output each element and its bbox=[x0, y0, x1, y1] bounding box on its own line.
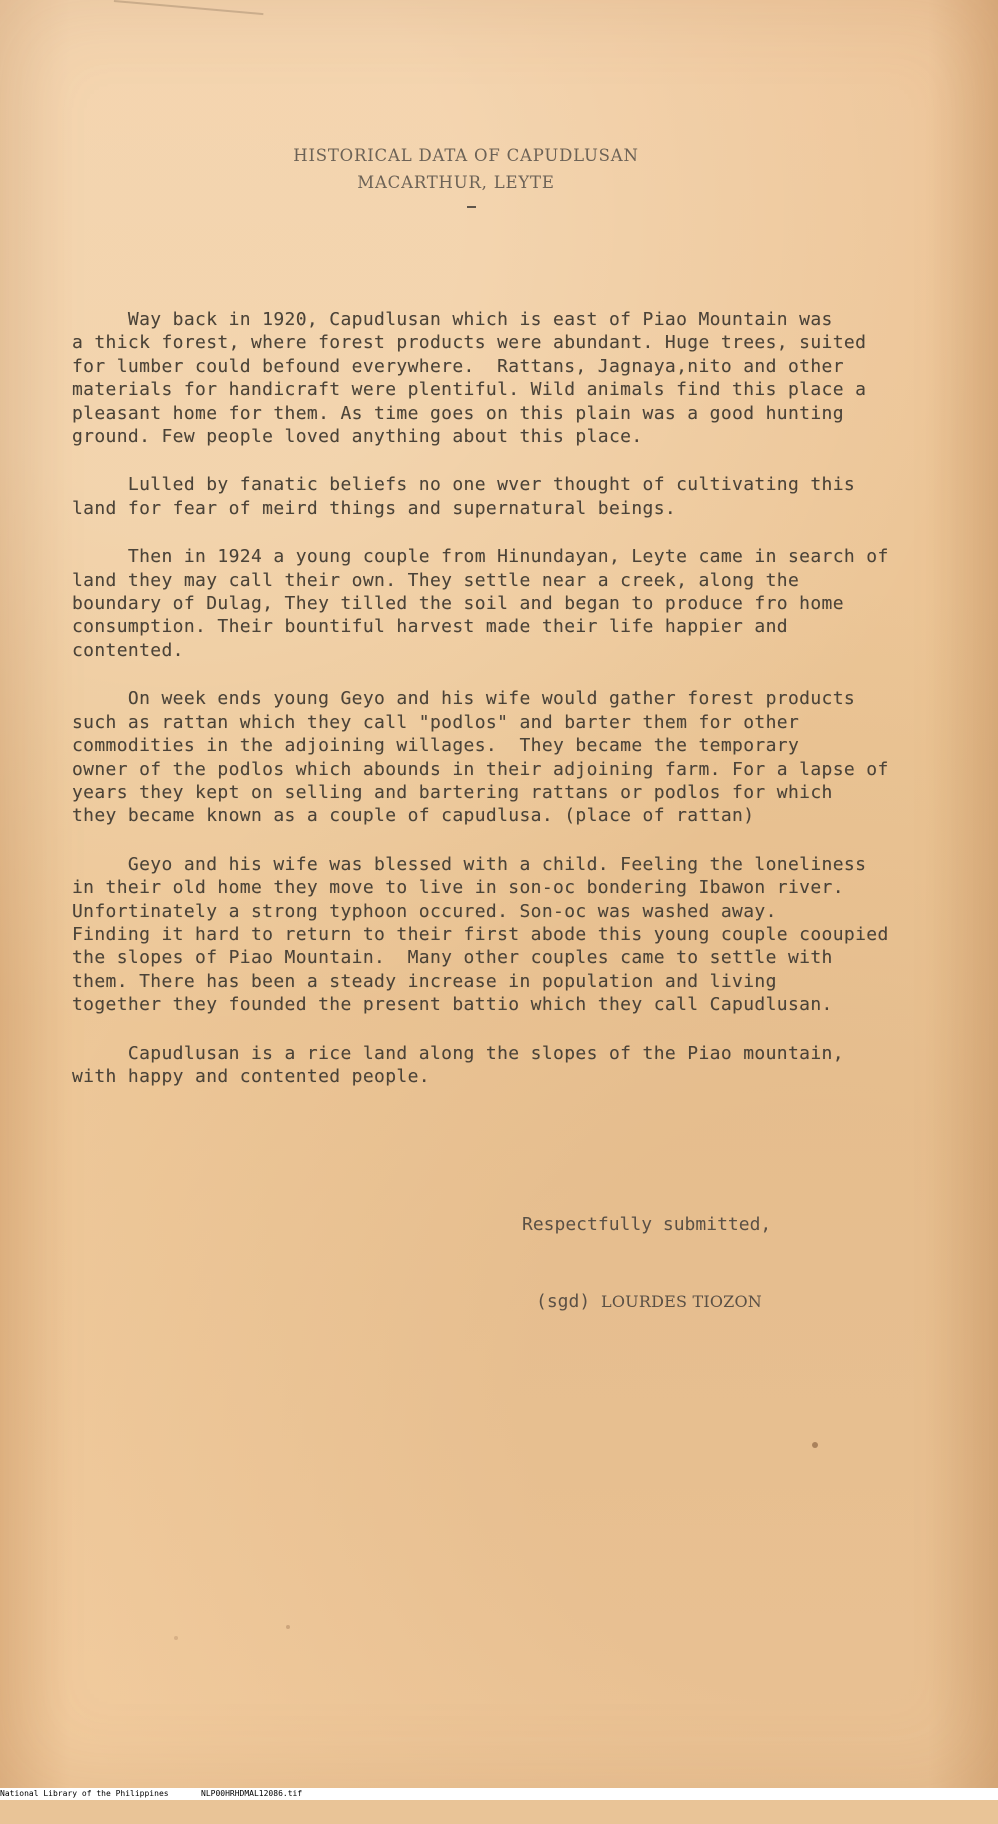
signature-prefix: (sgd) bbox=[536, 1291, 602, 1312]
paper-spot-mark bbox=[286, 1625, 290, 1629]
text-line: contented. bbox=[72, 639, 184, 661]
signature-line bbox=[536, 1290, 762, 1314]
text-line: owner of the podlos which abounds in their adjoining farm. For a lapse of bbox=[72, 758, 889, 780]
document-body bbox=[72, 308, 972, 1113]
document-subtitle: MACARTHUR, LEYTE bbox=[357, 173, 555, 192]
document-title: HISTORICAL DATA OF CAPUDLUSAN bbox=[293, 146, 639, 165]
text-line: they became known as a couple of capudlusa. (place of rattan) bbox=[72, 805, 755, 827]
closing-text: Respectfully submitted, bbox=[522, 1214, 772, 1235]
paragraph-1 bbox=[72, 308, 972, 448]
text-line: consumption. Their bountiful harvest made their life happier and bbox=[72, 616, 788, 638]
text-line: On week ends young Geyo and his wife would gather forest products bbox=[72, 688, 856, 710]
scan-filename: NLP00HRHDMAL12086.tif bbox=[201, 1789, 303, 1798]
text-line: boundary of Dulag, They tilled the soil and began to produce fro home bbox=[72, 593, 844, 615]
text-line: a thick forest, where forest products were abundant. Huge trees, suited bbox=[72, 332, 867, 354]
text-line: Capudlusan is a rice land along the slopes of the Piao mountain, bbox=[72, 1042, 844, 1064]
text-line: materials for handicraft were plentiful. Wild animals find this place a bbox=[72, 379, 867, 401]
paragraph-5 bbox=[72, 853, 972, 1017]
text-line: commodities in the adjoining willages. They became the temporary bbox=[72, 735, 800, 757]
text-line: the slopes of Piao Mountain. Many other couples came to settle with bbox=[72, 947, 833, 969]
paragraph-4 bbox=[72, 687, 972, 827]
paper-spot-mark bbox=[812, 1442, 818, 1448]
text-line: with happy and contented people. bbox=[72, 1065, 430, 1087]
paragraph-3 bbox=[72, 545, 972, 662]
text-line: together they founded the present battio which they call Capudlusan. bbox=[72, 994, 833, 1016]
text-line: Lulled by fanatic beliefs no one wver thought of cultivating this bbox=[72, 474, 856, 496]
text-line: years they kept on selling and bartering rattans or podlos for which bbox=[72, 781, 833, 803]
text-line: land they may call their own. They settle near a creek, along the bbox=[72, 569, 800, 591]
signer-name: LOURDES TIOZON bbox=[601, 1292, 763, 1311]
header-dash-mark bbox=[467, 206, 476, 208]
text-line: Then in 1924 a young couple from Hinundayan, Leyte came in search of bbox=[72, 546, 889, 568]
text-line: land for fear of meird things and supernatural beings. bbox=[72, 497, 677, 519]
paragraph-6 bbox=[72, 1042, 972, 1089]
text-line: such as rattan which they call "podlos" and barter them for other bbox=[72, 711, 800, 733]
text-line: Finding it hard to return to their first abode this young couple cooupied bbox=[72, 923, 889, 945]
text-line: Unfortinately a strong typhoon occured. Son-oc was washed away. bbox=[72, 900, 777, 922]
paper-fold-mark bbox=[112, 0, 263, 35]
text-line: Way back in 1920, Capudlusan which is east of Piao Mountain was bbox=[72, 309, 833, 330]
text-line: them. There has been a steady increase in population and living bbox=[72, 970, 777, 992]
text-line: pleasant home for them. As time goes on this plain was a good hunting bbox=[72, 402, 844, 424]
library-credit: National Library of the Philippines bbox=[0, 1789, 169, 1798]
document-header bbox=[0, 142, 998, 196]
text-line: ground. Few people loved anything about this place. bbox=[72, 426, 643, 448]
text-line: Geyo and his wife was blessed with a child. Feeling the loneliness bbox=[72, 853, 867, 875]
paragraph-2 bbox=[72, 473, 972, 520]
text-line: in their old home they move to live in son-oc bondering Ibawon river. bbox=[72, 877, 844, 899]
paper-spot-mark bbox=[174, 1636, 178, 1640]
scan-footer bbox=[0, 1788, 998, 1800]
text-line: for lumber could befound everywhere. Rattans, Jagnaya,nito and other bbox=[72, 355, 844, 377]
